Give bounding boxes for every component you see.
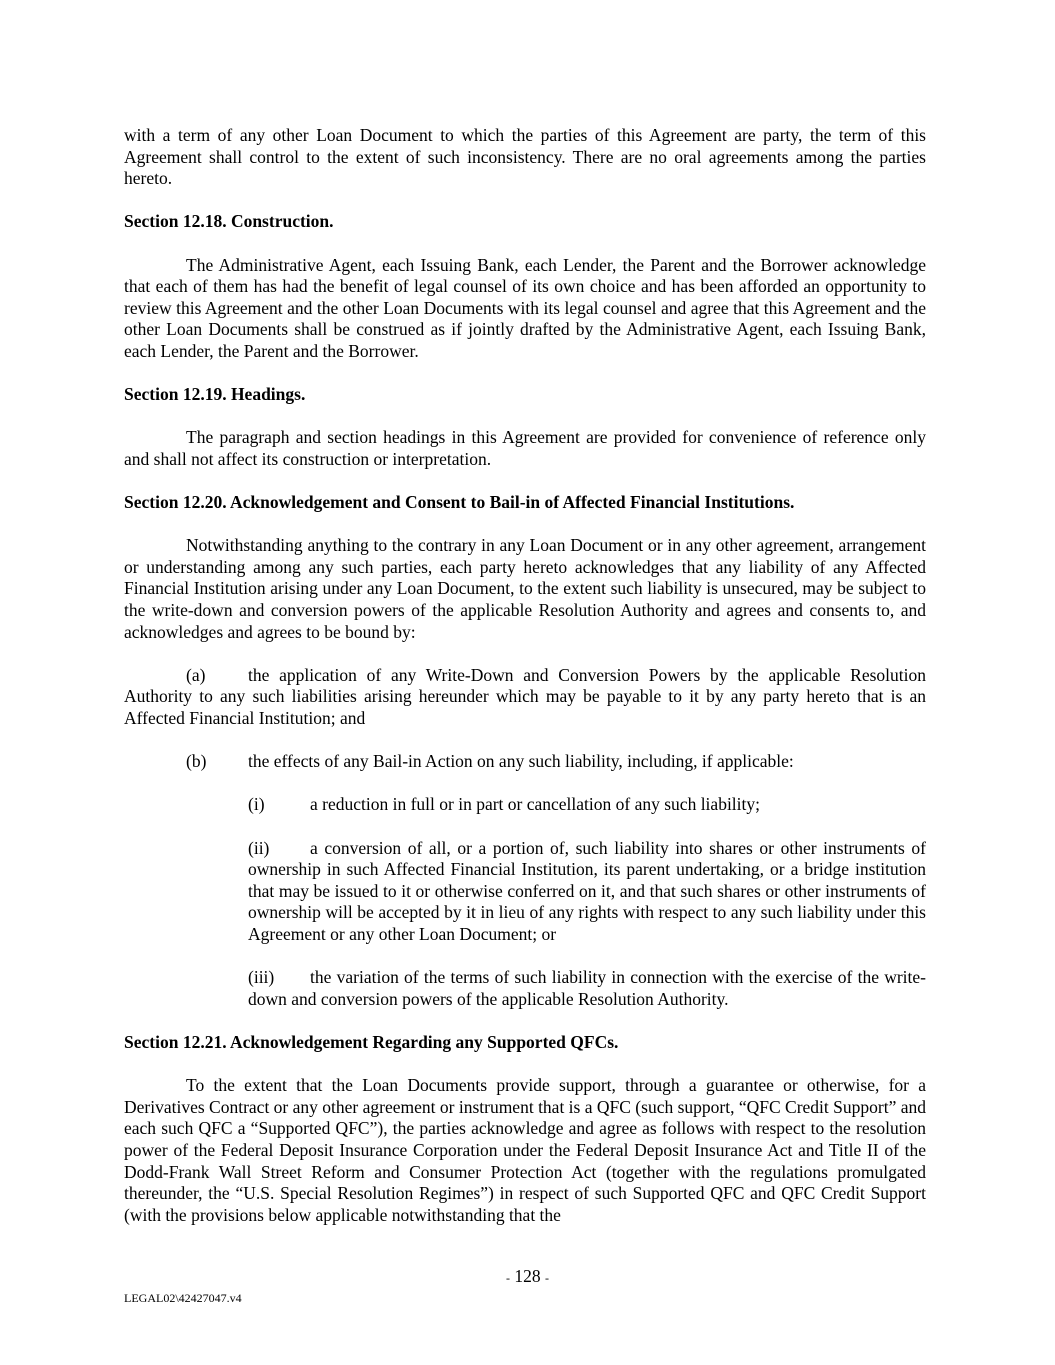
page-number-value: 128 [514, 1266, 541, 1286]
section-12-20-body: Notwithstanding anything to the contrary in any Loan Document or in any other agreement, arrangement or understanding among any such parties, each party hereto acknowledges that any liability of any Affected Financial Institution arising under any Loan Document, to the extent such liability is unsecured, may be subject to the write-down and conversion powers of the applicable Resolution Authority and agrees and consents to, and acknowledges and agrees to be bound by: [124, 535, 926, 642]
clause-ii [248, 838, 926, 946]
clause-b-text: the effects of any Bail-in Action on any such liability, including, if applicable: [248, 751, 794, 772]
clause-a-label: (a) [186, 664, 206, 685]
clause-b-label: (b) [186, 751, 207, 772]
clause-i-text: a reduction in full or in part or cancellation of any such liability; [310, 794, 761, 815]
section-12-21-body: To the extent that the Loan Documents provide support, through a guarantee or otherwise, for a Derivatives Contract or any other agreement or instrument that is a QFC (such support, “QFC Credit Support” and each such QFC a “Supported QFC”), the parties acknowledge and agree as follows with respect to the resolution power of the Federal Deposit Insurance Corporation under the Federal Deposit Insurance Act and Title II of the Dodd-Frank Wall Street Reform and Consumer Protection Act (together with the regulations promulgated thereunder, the “U.S. Special Resolution Regimes”) in respect of such Supported QFC and QFC Credit Support (with the provisions below applicable notwithstanding that the [124, 1075, 926, 1225]
clause-iii [248, 967, 926, 1010]
page-number [0, 1266, 1055, 1290]
clause-ii-label: (ii) [248, 837, 270, 858]
page-number-dash-left: - [506, 1271, 510, 1285]
section-12-19-body: The paragraph and section headings in this Agreement are provided for convenience of reference only and shall not affect its construction or interpretation. [124, 427, 926, 469]
clause-ii-text: a conversion of all, or a portion of, such liability into shares or other instruments of ownership in such Affected Financial Institution, its parent undertaking, or a bridge institution that may be issued to it or otherwise conferred on it, and that such shares or other instruments of ownership will be accepted by it in lieu of any rights with respect to any such liability under this Agreement or any other Loan Document; or [248, 837, 926, 944]
clause-b [186, 751, 926, 773]
section-12-18-body: The Administrative Agent, each Issuing Bank, each Lender, the Parent and the Borrower acknowledge that each of them has had the benefit of legal counsel of its own choice and has been afforded an opportunity to review this Agreement and the other Loan Documents with its legal counsel and agree that this Agreement and the other Loan Documents shall be construed as if jointly drafted by the Administrative Agent, each Issuing Bank, each Lender, the Parent and the Borrower. [124, 254, 926, 361]
clause-i [248, 794, 926, 816]
document-page [124, 125, 926, 1226]
clause-a [124, 665, 926, 730]
document-id: LEGAL02\42427047.v4 [124, 1291, 242, 1305]
page-number-dash-right: - [545, 1271, 549, 1285]
clause-iii-label: (iii) [248, 967, 275, 988]
section-12-20-heading: Section 12.20. Acknowledgement and Consent to Bail-in of Affected Financial Institutions. [124, 492, 795, 513]
intro-continuation-paragraph: with a term of any other Loan Document to which the parties of this Agreement are party, the term of this Agreement shall control to the extent of such inconsistency. There are no oral agreements among the parties hereto. [124, 125, 926, 189]
clause-a-text: the application of any Write-Down and Conversion Powers by the applicable Resolution Authority to any such liabilities arising hereunder which may be payable to it by any party hereto that is an Affected Financial Institution; and [124, 664, 926, 729]
section-12-18-heading: Section 12.18. Construction. [124, 211, 334, 232]
clause-i-label: (i) [248, 794, 265, 815]
section-12-21-heading: Section 12.21. Acknowledgement Regarding any Supported QFCs. [124, 1031, 619, 1052]
clause-iii-text: the variation of the terms of such liability in connection with the exercise of the write-down and conversion powers of the applicable Resolution Authority. [248, 967, 926, 1009]
section-12-19-heading: Section 12.19. Headings. [124, 384, 306, 405]
